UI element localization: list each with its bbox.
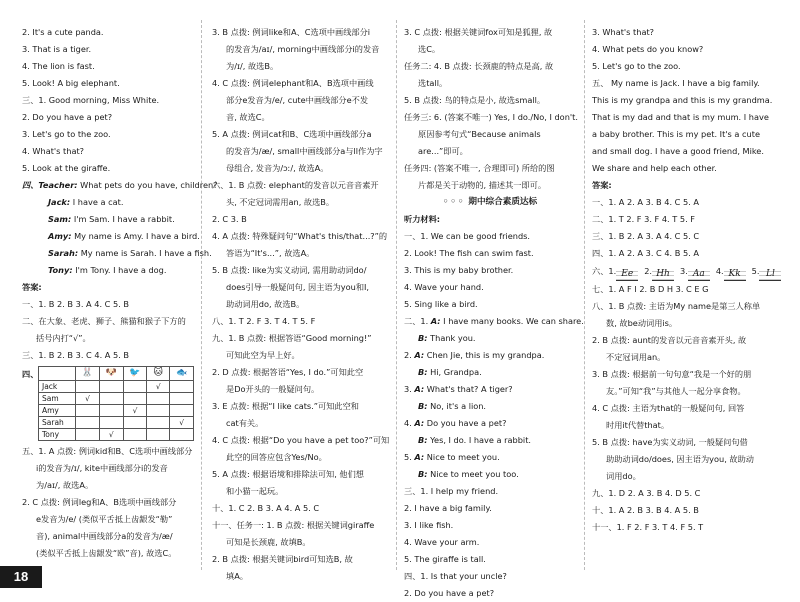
column-4 [592,24,782,536]
text-line: are...”即可。 [418,146,468,156]
row-name: Sam [39,393,76,405]
dialogue-text: I'm Tony. I have a dog. [75,265,167,275]
check-cell [170,393,194,405]
text-line: 2. It's a cute panda. [22,27,104,37]
dialog-text-a: Do you have a pet? [426,418,507,428]
check-cell [99,393,123,405]
speaker: Sam: [48,214,72,224]
text-line: (类似平舌抵上齿龈发“欧”音), 故选C。 [36,548,177,558]
text-line: 2. C 3. B [212,214,247,224]
dialog-text-a: Nice to meet you. [426,452,500,462]
dialogue-text: I'm Sam. I have a rabbit. [73,214,175,224]
text-line: and small dog. I have a good friend, Mike. [592,146,764,156]
text-line: 和小猫一起玩。 [226,486,284,496]
handwriting-box: Kk [724,268,746,281]
column-2 [212,24,388,585]
handwriting-box: Aa [688,268,710,281]
check-cell: √ [76,393,100,405]
text-line: 母组合, 发音为/ɔː/, 故选A。 [226,163,329,173]
dialog-line-b [404,398,576,415]
text-line: 任务三: 6. (答案不唯一) Yes, I do./No, I don't. [404,112,578,122]
text-line: 答语为“It's...”, 故选A。 [226,248,315,258]
table-row [39,405,194,417]
dialogue-text: My name is Sarah. I have a fish. [80,248,212,258]
text-line: 5. B 点拨: 鸟的特点是小, 故选small。 [404,95,546,105]
handwriting-box: Ll [759,268,781,281]
dialog-text-b: Yes, I do. I have a rabbit. [430,435,532,445]
text-line: 3. That is a tiger. [22,44,92,54]
text-line: 友。”可知“我”与其他人一起分享食物。 [606,386,746,396]
check-cell [76,429,100,441]
handwriting-prefix: 六、 [592,266,609,276]
section-title [404,194,576,211]
handwriting-number: 3. [680,266,688,276]
text-line: 不定冠词用an。 [606,352,666,362]
table-row [39,393,194,405]
handwriting-number: 1. [608,266,617,276]
check-cell [123,417,147,429]
check-cell: √ [99,429,123,441]
text-line: 三、1. I help my friend. [404,486,499,496]
pet-picture-icon: 🐦 [123,367,147,381]
text-line: 头, 不定冠词需用an, 故选B。 [226,197,335,207]
text-line: 5. The giraffe is tall. [404,554,486,564]
check-cell [76,381,100,393]
speaker-b: B: [418,401,428,411]
table-row [39,381,194,393]
text-line: 2. C 点拨: 例词leg和A、B选项中画线部分 [22,497,177,507]
handwriting-box: Ee [616,268,638,281]
dialog-text-a: What's that? A tiger? [426,384,513,394]
text-line: 三、1. B 2. A 3. A 4. C 5. C [592,231,700,241]
check-cell [99,417,123,429]
text-line: 四、1. A 2. A 3. C 4. B 5. A [592,248,699,258]
dialog-line-a [404,347,576,364]
text-line: 2. Look! The fish can swim fast. [404,248,534,258]
text-line: 词用do。 [606,471,641,481]
text-line: i的发音为/ɪ/, kite中画线部分i的发音 [36,463,168,473]
text-line: 4. A 点拨: 特殊疑问句“What's this/that...?”的 [212,231,388,241]
dialogue-text: My name is Amy. I have a bird. [74,231,200,241]
check-cell [123,429,147,441]
speaker-a: A: [414,418,425,428]
dialog-line-b [404,432,576,449]
text-line: 七、1. A F I 2. B D H 3. C E G [592,284,709,294]
check-cell [99,381,123,393]
text-line: 4. Wave your arm. [404,537,480,547]
text-line: 八、1. B 点拨: 主语为My name是第三人称单 [592,301,761,311]
dialog-line-a [404,449,576,466]
text-line: a baby brother. This is my pet. It's a cute [592,129,760,139]
text-line: 二、在大象、老虎、狮子、熊猫和猴子下方的 [22,316,186,326]
check-cell [76,405,100,417]
handwriting-number: 4. [715,266,724,276]
dialog-text-b: Nice to meet you too. [430,469,519,479]
check-cell: √ [123,405,147,417]
table-row [39,417,194,429]
speaker: Amy: [48,231,72,241]
text-line: 4. What pets do you know? [592,44,704,54]
dialog-line-b [404,364,576,381]
text-line: 3. E 点拨: 根据“I like cats.”可知此空和 [212,401,359,411]
text-line: 时用it代替that。 [606,420,670,430]
text-line: 3. C 点拨: 根据关键词fox可知是狐狸, 故 [404,27,553,37]
handwriting-box: Hh [652,268,674,281]
handwriting-number: 2. [644,266,653,276]
material-label: 听力材料: [404,214,441,224]
dialog-text-b: Thank you. [430,333,476,343]
text-line: does引导一般疑问句, 因主语为you和I, [226,282,370,292]
check-cell [123,393,147,405]
dialog-prefix: 2. [404,350,415,360]
text-line: 5. Look! A big elephant. [22,78,120,88]
speaker-b: B: [418,333,428,343]
answers-label-2: 答案: [592,180,612,190]
text-line: 3. This is my baby brother. [404,265,514,275]
row-name: Tony [39,429,76,441]
text-line: 助助动词do/does, 因主语为you, 故助动 [606,454,754,464]
answers-label: 答案: [22,282,42,292]
text-line: 五、 My name is Jack. I have a big family. [592,78,760,88]
dialogue-line [22,228,200,245]
text-line: 八、1. T 2. F 3. T 4. T 5. F [212,316,316,326]
dialog-prefix: 二、1. [404,316,431,326]
text-line: 3. What's that? [592,27,655,37]
speaker-a: A: [414,452,425,462]
dialog-prefix: 4. [404,418,415,428]
speaker-a: A: [430,316,441,326]
text-line: 五、1. A 点拨: 例词kid和B、C选项中画线部分 [22,446,193,456]
text-line: 数, 故be动词用is。 [606,318,678,328]
speaker-b: B: [418,435,428,445]
pet-table [38,366,194,441]
check-cell: √ [147,381,170,393]
column-1 [22,24,218,562]
text-line: 一、1. B 2. B 3. A 4. C 5. B [22,299,130,309]
text-line: cat有关。 [226,418,264,428]
row-name: Jack [39,381,76,393]
dialog-line-a [404,313,584,330]
text-line: 3. B 点拨: 例词like和A、C选项中画线部分i [212,27,371,37]
handwriting-row [592,262,782,281]
section-dots: ◦◦◦ [442,197,466,207]
page-number: 18 [0,566,42,588]
dialog-line-b [404,330,576,347]
row-name: Sarah [39,417,76,429]
text-line: 5. Sing like a bird. [404,299,478,309]
text-line: 十一、1. F 2. F 3. T 4. F 5. T [592,522,704,532]
text-line: 4. C 点拨: 例词elephant和A、B选项中画线 [212,78,374,88]
check-cell [99,405,123,417]
text-line: 任务二: 4. B 点拨: 长颈鹿的特点是高, 故 [404,61,554,71]
text-line: 3. Let's go to the zoo. [22,129,111,139]
text-line: 4. C 点拨: 主语为that的一般疑问句, 回答 [592,403,745,413]
speaker: Sarah: [48,248,79,258]
text-line: 十一、任务一: 1. B 点拨: 根据关键词giraffe [212,520,375,530]
text-line: 三、1. B 2. B 3. C 4. A 5. B [22,350,130,360]
check-cell [147,393,170,405]
text-line: 5. B 点拨: like为实义动词, 需用助动词do/ [212,265,367,275]
text-line: 部分e发音为/e/, cute中画线部分e不发 [226,95,369,105]
pet-table-block [22,366,194,441]
column-3 [404,24,584,602]
handwriting-number: 5. [751,266,760,276]
text-line: 2. Do you have a pet? [22,112,113,122]
dialog-text-a: Chen Jie, this is my grandpa. [426,350,545,360]
text-line: 一、1. A 2. A 3. B 4. C 5. A [592,197,699,207]
table-corner [39,367,76,381]
dialogue-line [22,262,194,279]
text-line: 三、1. Good morning, Miss White. [22,95,160,105]
check-cell [170,381,194,393]
text-line: 十、1. C 2. B 3. A 4. A 5. C [212,503,320,513]
text-line: 九、1. B 点拨: 根据答语“Good morning!” [212,333,372,343]
text-line: 原因参考句式“Because animals [418,129,541,139]
dialog-prefix: 5. [404,452,415,462]
text-line: 5. Let's go to the zoo. [592,61,681,71]
text-line: 4. The lion is fast. [22,61,95,71]
check-cell [123,381,147,393]
text-line: 十、1. A 2. B 3. B 4. A 5. B [592,505,699,515]
speaker-a: A: [414,384,425,394]
text-line: 2. B 点拨: 根据关键词bird可知选B, 故 [212,554,353,564]
dialogue-text: What pets do you have, children? [80,180,218,190]
text-line: 任务四: (答案不唯一, 合理即可) 所给的图 [404,163,555,173]
table-row [39,429,194,441]
text-line: This is my grandpa and this is my grandma. [592,95,773,105]
text-line: 片都是关于动物的, 描述其一即可。 [418,180,547,190]
dialogue-line [22,211,194,228]
text-line: 音, 故选C。 [226,112,270,122]
dialogue-text: I have a cat. [72,197,124,207]
check-cell [147,405,170,417]
text-line: 5. A 点拨: 根据语境和排除法可知, 他们想 [212,469,364,479]
text-line: 的发音为/aɪ/, morning中画线部分i的发音 [226,44,380,54]
text-line: 填A。 [226,571,248,581]
pet-picture-icon: 🐰 [76,367,100,381]
speaker: Jack: [48,197,71,207]
row-name: Amy [39,405,76,417]
text-line: 括号内打“√”。 [36,333,91,343]
text-line: 2. I have a big family. [404,503,492,513]
text-line: 3. I like fish. [404,520,454,530]
text-line: 2. Do you have a pet? [404,588,495,598]
dialog-line-a [404,415,576,432]
dialogue-line [22,245,212,262]
text-line: 助动词用do, 故选B。 [226,299,305,309]
dialogue-line [22,194,194,211]
text-line: 3. B 点拨: 根据前一句句意“我是一个好的朋 [592,369,752,379]
pet-picture-icon: 🐱 [147,367,170,381]
text-line: 可知是长颈鹿, 故填B。 [226,537,311,547]
dialog-text-b: Hi, Grandpa. [430,367,482,377]
check-cell [170,405,194,417]
text-line: 一、1. We can be good friends. [404,231,531,241]
text-line: 4. What's that? [22,146,85,156]
check-cell [170,429,194,441]
pet-picture-icon: 🐶 [99,367,123,381]
text-line: 5. Look at the giraffe. [22,163,111,173]
text-line: 2. B 点拨: aunt的发音以元音音素开头, 故 [592,335,747,345]
text-line: 2. D 点拨: 根据答语“Yes, I do.”可知此空 [212,367,364,377]
speaker: 四、Teacher: [22,180,78,190]
text-line: 六、1. B 点拨: elephant的发音以元音音素开 [212,180,379,190]
text-line: 是Do开头的一般疑问句。 [226,384,320,394]
text-line: 二、1. T 2. F 3. F 4. T 5. F [592,214,695,224]
check-cell [76,417,100,429]
text-line: That is my dad and that is my mum. I have [592,112,769,122]
text-line: 四、1. Is that your uncle? [404,571,507,581]
dialog-line-a [404,381,576,398]
text-line: 可知此空为早上好。 [226,350,300,360]
text-line: 5. B 点拨: have为实义动词, 一般疑问句借 [592,437,748,447]
table-label: 四、 [22,369,39,379]
speaker-a: A: [414,350,425,360]
text-line: 5. A 点拨: 例词cat和B、C选项中画线部分a [212,129,372,139]
check-cell [147,417,170,429]
text-line: 此空的回答应包含Yes/No。 [226,452,327,462]
speaker-b: B: [418,367,428,377]
text-line: 音), animal中画线部分a的发音为/æ/ [36,531,173,541]
text-line: 九、1. D 2. A 3. B 4. D 5. C [592,488,701,498]
text-line: 的发音为/æ/, small中画线部分a与ll作为字 [226,146,383,156]
text-line: 4. Wave your hand. [404,282,484,292]
section-title-text: 期中综合素质达标 [468,197,538,207]
dialog-text-a: I have many books. We can share. [443,316,584,326]
dialog-line-b [404,466,576,483]
text-line: 4. C 点拨: 根据“Do you have a pet too?”可知 [212,435,390,445]
text-line: We share and help each other. [592,163,717,173]
speaker: Tony: [48,265,73,275]
dialogue-line [22,177,218,194]
pet-picture-icon: 🐟 [170,367,194,381]
text-line: 选tall。 [418,78,448,88]
dialog-text-b: No, it's a lion. [430,401,487,411]
dialog-prefix: 3. [404,384,415,394]
speaker-b: B: [418,469,428,479]
text-line: 为/ɪ/, 故选B。 [226,61,279,71]
check-cell: √ [170,417,194,429]
text-line: e发音为/e/ (类似平舌抵上齿龈发“勒” [36,514,173,524]
check-cell [147,429,170,441]
text-line: 选C。 [418,44,441,54]
text-line: 为/aɪ/, 故选A。 [36,480,94,490]
